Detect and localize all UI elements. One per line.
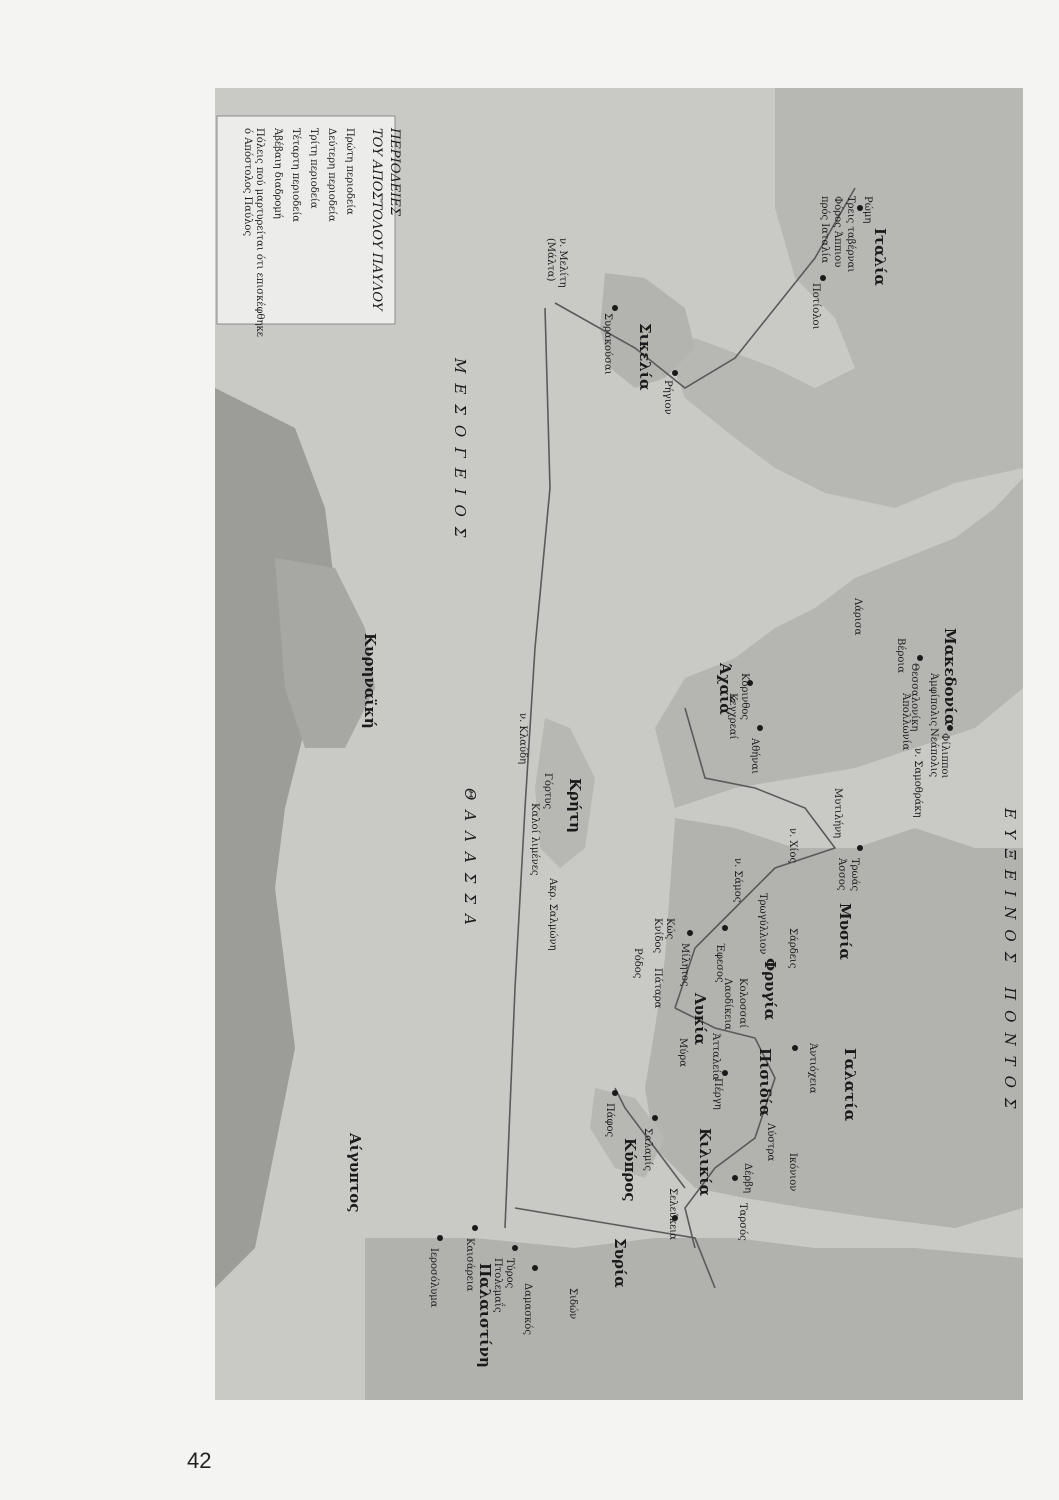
page-number: 42 [187,1448,212,1473]
place-label-0: Ρώμη [862,196,873,224]
legend-title-line1: ΠΕΡΙΟΔΕΙΕΣ [387,128,402,217]
city-dot-athens [757,725,763,731]
sea-label-mediterranean-1: ΜΕΣΟΓΕΙΟΣ [451,358,469,548]
place-label-54: Καλοί λιμένες [529,803,540,876]
place-label-1: Τρεις ταβέρναι [845,196,856,273]
region-label-italia: Ιταλία [871,228,889,286]
place-label-55: Ακρ. Σαλμώνη [547,878,558,951]
place-label-50: Καισάρεια [464,1238,475,1292]
place-label-25: Τρωγύλλιον [757,893,768,955]
place-label-2: Φόρος Άππιου [832,196,843,268]
place-label-31: Ρόδος [632,948,643,979]
city-dot-tarsus [732,1175,738,1181]
city-dot-troas [857,845,863,851]
place-label-21: Τρωάς [849,858,860,892]
legend-item-first: Πρώτη περιοδεία [344,128,355,215]
place-label-6: Συρακούσαι [602,313,613,375]
sea-label-black-sea: ΕΥΞΕΙΝΟΣ ΠΟΝΤΟΣ [1001,808,1019,1119]
city-dot-rhegion [672,370,678,376]
place-label-49: Πτολεμαΐς [492,1258,503,1313]
place-label-40: Ταρσός [737,1203,748,1241]
legend-item-fourth: Τέταρτη περιοδεία [290,128,301,223]
place-label-39: Δέρβη [742,1163,753,1194]
place-label-44: Σαλαμίς [642,1128,653,1171]
place-label-16: Λάρισα [852,598,863,636]
place-label-35: Λαοδίκεια [722,978,733,1031]
place-label-43: Πάφος [604,1103,615,1138]
region-label-mysia: Μυσία [836,903,854,960]
place-label-33: Μύρα [677,1038,688,1067]
place-label-19: Αθήναι [749,738,760,774]
city-dot-puteoli [820,275,826,281]
place-label-4: Ποτίολοι [810,283,821,330]
place-label-52: ν. Κλαύδη [517,713,528,765]
place-label-46: Σιδών [567,1288,578,1320]
legend-item-third: Τρίτη περιοδεία [308,128,319,209]
place-label-18: Κεγχρεαί [727,693,738,740]
place-label-12: Θεσσαλονίκη [909,663,920,732]
city-dot-syracuse [612,305,618,311]
sea-label-mediterranean-2: ΘΑΛΑΣΣΑ [461,788,479,935]
place-label-26: Έφεσος [714,943,725,983]
place-label-20: Μυτιλήνη [832,788,843,839]
place-label-53: Γόρτυς [542,773,553,810]
place-label-51: Ιεροσόλυμα [428,1248,439,1308]
place-label-11: Νεάπολις [928,728,939,778]
place-label-45: Σελεύκεια [667,1188,678,1240]
city-dot-ephesus [722,925,728,931]
city-dot-attalia [722,1070,728,1076]
legend-item-uncertain: Άβέβαιη διαδρομή [272,128,283,219]
city-dot-paphos [612,1090,618,1096]
map-of-pauls-journeys [215,88,1023,1400]
region-label-palaistini: Παλαιστίνη [476,1263,494,1368]
place-label-15: ν. Σαμοθράκη [912,748,923,818]
region-label-achaia: Άχαΐα [716,663,734,715]
region-label-frygia: Φρυγία [761,958,779,1021]
legend-item-second: Δεύτερη περιοδεία [326,128,337,222]
place-label-23: ν. Χίος [787,828,798,864]
region-label-lykia: Λυκία [691,993,709,1046]
place-label-34: Κολοσσαί [737,978,748,1029]
place-label-38: Λύστρα [765,1123,776,1162]
legend-item-cities: Πόλεις πού μαρτυρείται ότι επισκέφθηκε [254,128,265,337]
place-label-37: Ικόνιον [787,1153,798,1192]
city-dot-miletus [687,930,693,936]
city-dot-salamis [652,1115,658,1121]
place-label-48: Τύρος [504,1258,515,1289]
land-italy [670,88,1023,508]
city-dot-tyre [512,1245,518,1251]
land-north-africa [215,388,335,1288]
place-label-29: Κώς [664,918,675,940]
region-label-galatia: Γαλατία [841,1048,859,1122]
place-label-42: Πέργη [712,1078,723,1110]
place-label-14: Βέροια [895,638,906,674]
city-dot-thessaloniki [917,655,923,661]
place-label-47: Δαμασκός [522,1283,533,1335]
place-label-41: Άτταλεία [710,1033,721,1081]
region-label-sikelia: Σικελία [636,323,654,391]
legend [217,116,402,337]
place-label-28: Μίλητος [679,943,690,987]
region-label-kilikia: Κιλικία [696,1128,714,1197]
legend-item-cities-2: ό Απόστολος Παύλος [242,128,253,237]
city-dot-damascus [532,1265,538,1271]
place-label-13: Άπολλωνία [900,693,911,751]
place-label-32: Πάταρα [652,968,663,1009]
place-label-30: Κνίδος [652,918,663,954]
region-label-kriti: Κρήτη [566,778,584,833]
place-label-7: ν. Μελίτη [557,238,568,288]
region-label-aigyptos: Αίγυπτος [346,1133,364,1213]
region-label-makedonia: Μακεδονία [941,628,959,726]
place-label-8: (Μάλτα) [545,238,556,282]
place-label-36: Άντιόχεια [807,1043,818,1094]
city-dot-jerusalem [437,1235,443,1241]
place-label-9: Φίλιπποι [939,733,950,779]
place-label-10: Άμφίπολις [928,673,939,727]
city-dot-philippi [947,725,953,731]
place-label-17: Κόρινθος [739,673,750,721]
land-greece-balkans [655,478,1023,808]
place-label-27: Σάρδεις [787,928,798,969]
city-dot-antioch-pisidia [792,1045,798,1051]
city-dot-caesarea [472,1225,478,1231]
land-syria-palestine [365,1238,1023,1400]
region-label-syria: Συρία [611,1238,629,1288]
region-label-pisidia: Πισιδία [756,1048,774,1117]
region-label-kyrinaiki: Κυρηναϊκή [361,633,379,729]
place-label-3: πρός Ιαταλία [819,196,830,264]
place-label-5: Ρήγιον [662,380,673,415]
region-label-kypros: Κύπρος [621,1138,639,1202]
legend-title-line2: ΤΟΥ ΑΠΟΣΤΟΛΟΥ ΠΑΥΛΟΥ [369,128,384,311]
place-label-24: ν. Σάμος [732,858,743,903]
place-label-22: Άσσος [836,858,847,891]
